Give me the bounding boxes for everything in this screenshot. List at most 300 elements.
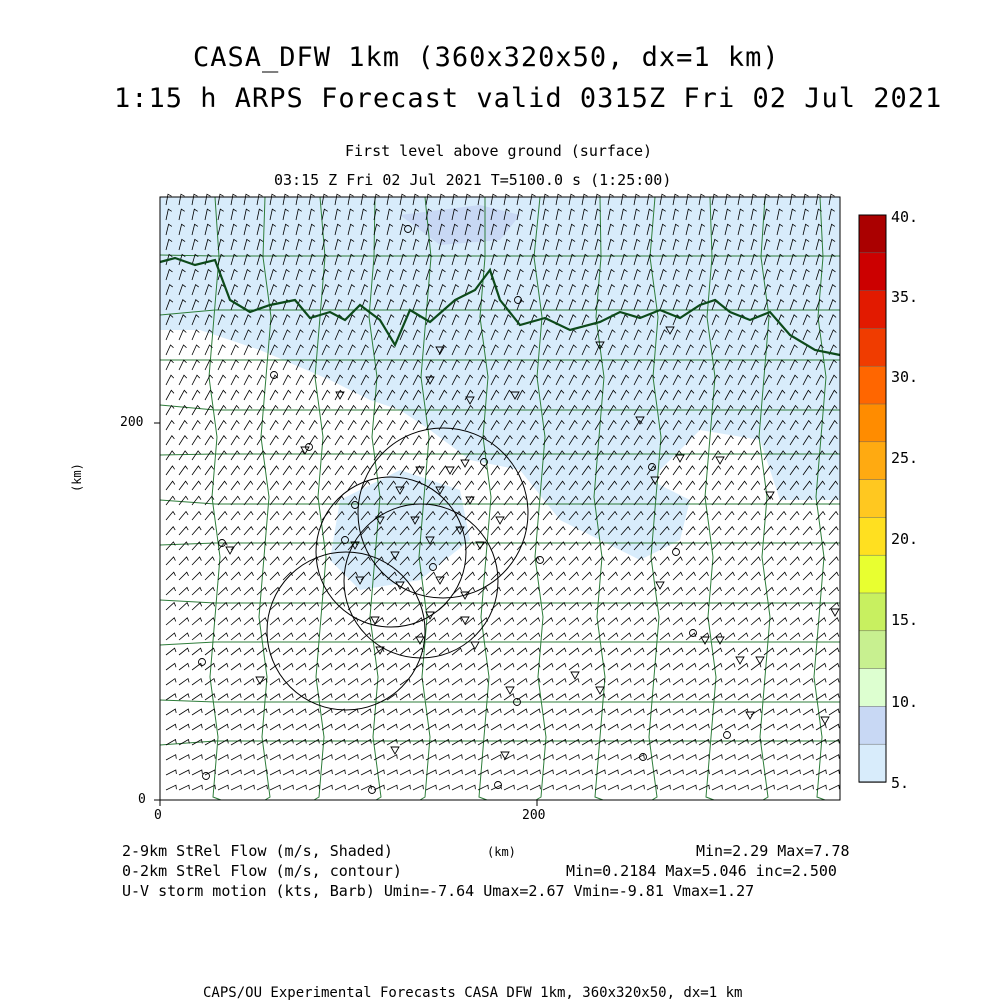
wind-barb [270,648,280,655]
wind-barb [426,436,434,445]
wind-barb [478,512,487,521]
wind-barb [569,679,579,685]
wind-barb [647,572,657,580]
wind-barb [270,436,278,445]
wind-barb [712,679,722,685]
wind-barb [725,603,735,610]
wind-barb [803,785,813,790]
wind-barb [348,587,358,595]
wind-barb [296,481,305,490]
wind-barb [218,512,227,521]
wind-barb [192,633,202,640]
wind-barb [673,618,683,625]
wind-barb [283,648,293,655]
wind-barb [361,648,371,655]
wind-barb [387,618,397,625]
wind-barb [530,724,540,730]
wind-barb [543,527,552,535]
wind-barb [166,648,176,655]
wind-barb [751,466,760,475]
wind-barb [361,451,370,460]
wind-barb [725,724,735,730]
wind-barb [504,512,513,521]
wind-barb [296,709,306,715]
wind-barb [335,587,345,595]
colorbar-swatch [859,366,886,404]
colorbar-swatch [859,442,886,480]
wind-barb [205,663,215,670]
wind-barb [374,466,383,475]
wind-barb [530,709,540,715]
wind-barb [270,633,280,640]
wind-barb [309,481,318,490]
wind-barb [348,740,358,746]
forecast-title: 1:15 h ARPS Forecast valid 0315Z Fri 02 Jul 2021 [114,83,943,114]
wind-barb [387,679,397,685]
wind-barb [829,663,839,670]
wind-barb [335,694,345,700]
wind-barb [790,572,800,580]
wind-barb [205,557,214,565]
wind-barb [452,603,462,610]
wind-barb [426,633,436,640]
wind-barb [556,709,566,715]
wind-barb [192,330,199,340]
wind-barb [504,648,514,655]
wind-barb [790,770,800,775]
wind-barb [244,512,253,521]
wind-barb [387,603,397,610]
wind-barb [465,663,475,670]
wind-barb [413,709,423,715]
wind-barb [738,587,748,595]
wind-barb [335,724,345,730]
wind-barb [244,648,254,655]
wind-barb [621,770,631,775]
wind-barb [751,740,761,746]
wind-barb [218,345,226,355]
wind-barb [192,496,201,505]
wind-barb [387,587,397,595]
wind-barb [686,587,696,595]
wind-barb [764,557,773,565]
wind-barb [218,466,227,475]
wind-barb [465,603,475,610]
wind-barb [829,587,839,595]
wind-barb [270,421,278,430]
wind-barb [244,466,253,475]
wind-barb [686,663,696,670]
y-tick-0: 0 [138,792,146,807]
wind-barb [712,451,721,460]
station-triangle [701,637,709,644]
wind-barb [686,679,696,685]
wind-barb [205,724,215,730]
wind-barb [270,724,280,730]
wind-barb [699,572,709,580]
wind-barb [374,603,384,610]
wind-barb [348,390,356,400]
wind-barb [218,572,228,580]
wind-barb [205,572,215,580]
wind-barb [686,603,696,610]
wind-barb [751,724,761,730]
wind-barb [725,618,735,625]
wind-barb [686,740,696,746]
wind-barb [608,679,618,685]
wind-barb [751,618,761,625]
wind-barb [699,694,709,700]
wind-barb [257,421,265,430]
wind-barb [491,527,500,535]
wind-barb [712,724,722,730]
wind-barb [738,663,748,670]
wind-barb [738,603,748,610]
wind-barb [166,542,175,550]
wind-barb [621,709,631,715]
wind-barb [192,421,200,430]
wind-barb [582,572,592,580]
wind-barb [244,481,253,490]
colorbar-swatch [859,631,886,669]
wind-barb [660,603,670,610]
wind-barb [556,663,566,670]
wind-barb [218,436,226,445]
wind-barb [634,572,644,580]
x-tick-200: 200 [522,808,546,823]
wind-barb [309,694,319,700]
wind-barb [543,740,553,746]
wind-barb [322,770,332,775]
wind-barb [582,587,592,595]
wind-barb [686,724,696,730]
station-circle [537,557,544,564]
wind-barb [491,709,501,715]
wind-barb [231,633,241,640]
wind-barb [725,709,735,715]
wind-barb [387,740,397,746]
wind-barb [517,740,527,746]
wind-barb [660,709,670,715]
wind-barb [296,587,306,595]
wind-barb [348,633,358,640]
wind-barb [660,755,670,760]
wind-barb [712,603,722,610]
wind-barb [166,618,176,625]
wind-barb [179,618,189,625]
wind-barb [621,785,631,790]
wind-barb [777,709,787,715]
wind-barb [322,527,331,535]
wind-barb [439,572,449,580]
wind-barb [166,770,176,775]
wind-barb [699,587,709,595]
wind-barb [179,572,189,580]
wind-barb [283,527,292,535]
wind-barb [257,375,265,385]
wind-barb [699,709,709,715]
wind-barb [608,648,618,655]
wind-barb [335,436,343,445]
wind-barb [764,694,774,700]
wind-barb [491,770,501,775]
wind-barb [231,345,239,355]
wind-barb [686,785,696,790]
wind-barb [660,663,670,670]
wind-barb [543,633,553,640]
station-triangle [676,455,684,462]
wind-barb [556,694,566,700]
wind-barb [309,633,319,640]
wind-barb [595,724,605,730]
wind-barb [374,724,384,730]
wind-barb [621,618,631,625]
wind-barb [387,421,395,430]
wind-barb [192,709,202,715]
colorbar-swatch [859,404,886,442]
wind-barb [608,618,618,625]
wind-barb [673,679,683,685]
wind-barb [829,648,839,655]
wind-barb [582,694,592,700]
wind-barb [179,451,188,460]
wind-barb [361,755,371,760]
wind-barb [439,694,449,700]
wind-barb [634,724,644,730]
wind-barb [192,406,200,416]
wind-barb [322,663,332,670]
wind-barb [777,740,787,746]
wind-barb [426,740,436,746]
wind-barb [348,451,357,460]
wind-barb [517,527,526,535]
wind-barb [400,633,410,640]
time-subtitle: 03:15 Z Fri 02 Jul 2021 T=5100.0 s (1:25:00) [274,171,672,189]
wind-barb [751,557,760,565]
wind-barb [179,694,189,700]
wind-barb [218,481,227,490]
station-triangle [416,467,424,474]
wind-barb [543,648,553,655]
wind-barb [725,770,735,775]
wind-barb [244,724,254,730]
wind-barb [322,603,332,610]
wind-barb [829,724,839,730]
wind-barb [309,709,319,715]
wind-barb [608,785,618,790]
wind-barb [452,740,462,746]
station-triangle [571,672,579,679]
wind-barb [218,648,228,655]
wind-barb [725,663,735,670]
wind-barb [699,436,707,445]
wind-barb [413,421,421,430]
wind-barb [166,527,175,535]
wind-barb [192,618,202,625]
wind-barb [829,785,839,790]
wind-barb [595,618,605,625]
wind-barb [660,557,669,565]
wind-barb [790,755,800,760]
wind-barb [764,709,774,715]
wind-barb [192,587,202,595]
wind-barb [361,421,369,430]
wind-barb [595,679,605,685]
wind-barb [348,648,358,655]
wind-barb [647,740,657,746]
wind-barb [504,694,514,700]
wind-barb [556,527,565,535]
wind-barb [413,770,423,775]
wind-barb [231,390,239,400]
y-tick-200: 200 [120,415,144,430]
wind-barb [387,633,397,640]
wind-barb [517,755,527,760]
wind-barb [543,694,553,700]
wind-barb [491,572,501,580]
wind-barb [374,663,384,670]
wind-barb [543,770,553,775]
wind-barb [660,648,670,655]
wind-barb [374,740,384,746]
wind-barb [465,740,475,746]
wind-barb [218,618,228,625]
wind-barb [192,527,201,535]
wind-barb [686,755,696,760]
wind-barb [231,694,241,700]
wind-barb [452,709,462,715]
x-axis-unit: (km) [487,845,516,859]
wind-barb [166,724,176,730]
wind-barb [777,648,787,655]
wind-barb [179,633,189,640]
wind-barb [218,679,228,685]
wind-barb [764,785,774,790]
wind-barb [244,587,254,595]
wind-barb [647,770,657,775]
wind-barb [231,618,241,625]
wind-barb [621,648,631,655]
wind-barb [790,785,800,790]
wind-barb [244,557,253,565]
wind-barb [205,436,213,445]
colorbar-label-25: 25. [891,449,919,467]
wind-barb [166,330,173,340]
wind-barb [179,481,188,490]
colorbar-swatch [859,517,886,555]
wind-barb [621,572,631,580]
wind-barb [725,481,734,490]
wind-barb [660,679,670,685]
wind-barb [790,557,799,565]
wind-barb [309,603,319,610]
wind-barb [673,694,683,700]
station-triangle [471,642,479,649]
shaded-field-label: 2-9km StRel Flow (m/s, Shaded) [122,842,393,860]
wind-barb [348,694,358,700]
wind-barb [439,679,449,685]
wind-barb [361,679,371,685]
wind-barb [608,709,618,715]
wind-barb [231,512,240,521]
station-triangle [656,582,664,589]
wind-barb [322,557,331,565]
wind-barb [283,740,293,746]
wind-barb [816,512,825,521]
wind-barb [777,755,787,760]
wind-barb [634,740,644,746]
wind-barb [777,618,787,625]
wind-barb [491,618,501,625]
wind-barb [283,709,293,715]
wind-barb [738,770,748,775]
wind-barb [699,527,708,535]
wind-barb [556,679,566,685]
wind-barb [270,390,278,400]
wind-barb [309,466,318,475]
wind-barb [166,663,176,670]
wind-barb [582,709,592,715]
wind-barb [452,663,462,670]
wind-barb [179,679,189,685]
wind-barb [712,587,722,595]
wind-barb [686,481,695,490]
wind-barb [712,740,722,746]
station-triangle [716,637,724,644]
wind-barb [179,360,187,370]
wind-barb [660,740,670,746]
wind-barb [348,770,358,775]
wind-barb [179,755,189,760]
wind-barb [634,618,644,625]
wind-barb [504,603,514,610]
wind-barb [244,375,252,385]
wind-barb [790,740,800,746]
wind-barb [400,770,410,775]
colorbar-swatch [859,480,886,518]
wind-barb [166,709,176,715]
wind-barb [556,587,566,595]
wind-barb [829,618,839,625]
wind-barb [738,557,747,565]
wind-barb [335,740,345,746]
wind-barb [244,770,254,775]
wind-barb [400,755,410,760]
wind-barb [738,572,748,580]
wind-barb [790,663,800,670]
wind-barb [621,633,631,640]
wind-barb [764,572,774,580]
wind-barb [712,527,721,535]
wind-barb [803,724,813,730]
wind-barb [816,694,826,700]
wind-barb [166,360,174,370]
wind-barb [205,618,215,625]
wind-barb [491,724,501,730]
wind-barb [296,527,305,535]
wind-barb [426,648,436,655]
wind-barb [166,466,175,475]
wind-barb [530,648,540,655]
wind-barb [673,663,683,670]
wind-barb [582,663,592,670]
wind-barb [790,618,800,625]
wind-barb [777,770,787,775]
wind-barb [257,603,267,610]
wind-barb [465,694,475,700]
wind-barb [387,755,397,760]
wind-barb [218,755,228,760]
